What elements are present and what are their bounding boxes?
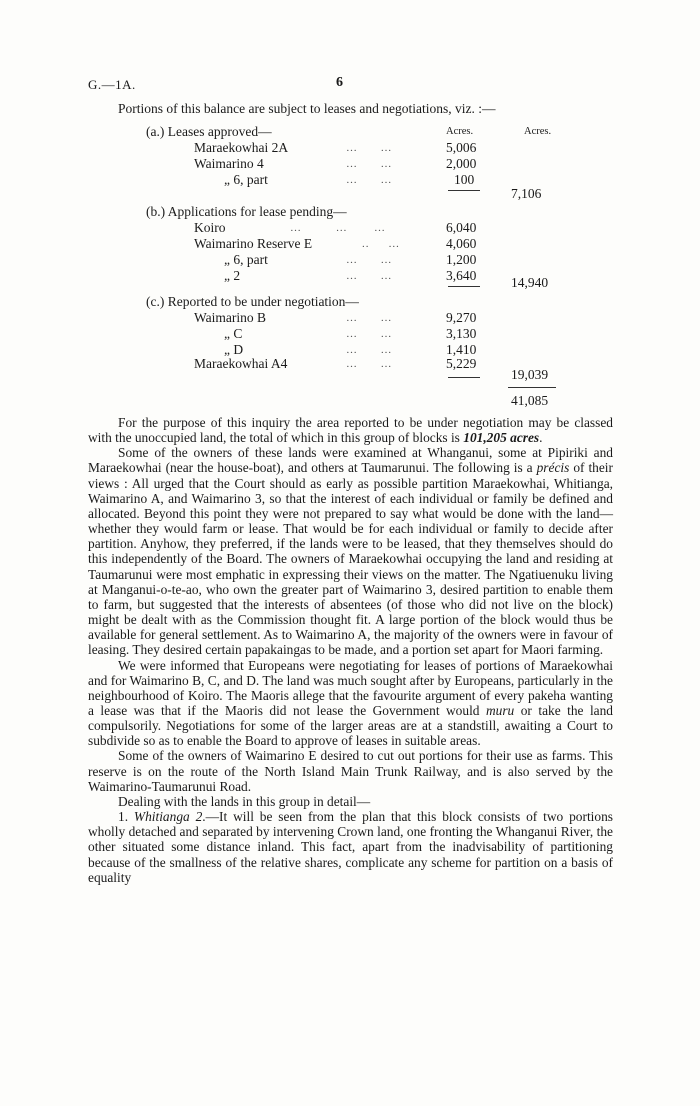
leader-dots: … … … [290,222,386,234]
section-c-total: 19,039 [511,367,549,382]
negotiation-row-acres: 5,229 [446,356,477,371]
subtotal-rule [448,377,480,378]
application-row-label: „ 2 [224,268,241,283]
subtotal-rule [448,286,480,287]
leader-dots: … … [346,344,393,356]
section-a-total: 7,106 [511,186,542,201]
application-row-acres: 3,640 [446,268,477,283]
paragraph: For the purpose of this inquiry the area reported to be under negotiation may be classed with the unoccupied land, the total of which in this group of blocks is 101,205 acres. [88,415,613,446]
lease-row-acres: 2,000 [446,156,477,171]
section-b-title: (b.) Applications for lease pending— [146,204,347,219]
paragraph: Dealing with the lands in this group in detail— [118,793,371,809]
lease-row-label: Waimarino 4 [194,156,264,171]
paragraph: We were informed that Europeans were negotiating for leases of portions of Maraekowhai and for Waimarino B, C, and D. The land was much sought after by Europeans, particularly in the neighbourhood of Koiro. The Maoris allege that the favourite argument of every pakeha wanting a lease was that if the Maoris did not lease the Government would muru or take the land compulsorily. Negotiations for some of the larger areas are at a standstill, awaiting a Court to subdivide so as to enable the Board to approve of leases in suitable areas. [88,657,614,749]
lease-row-label: „ 6, part [224,172,268,187]
leader-dots: .. … [362,238,401,250]
application-row-label: Waimarino Reserve E [194,236,313,251]
leader-dots: … … [346,328,393,340]
section-b-total: 14,940 [511,275,549,290]
grand-total: 41,085 [511,393,549,408]
body-text [88,415,613,885]
application-row-acres: 1,200 [446,252,477,267]
negotiation-row-acres: 1,410 [446,342,477,357]
application-row-label: Koiro [194,220,226,235]
leader-dots: … … [346,358,393,370]
leader-dots: … … [346,312,393,324]
application-row-label: „ 6, part [224,252,268,267]
negotiation-row-label: „ C [224,326,243,341]
section-c-title: (c.) Reported to be under negotiation— [146,294,359,309]
paragraph: 1. Whitianga 2.—It will be seen from the plan that this block consists of two portions wholly detached and separated by intervening Crown land, one fronting the Whanganui River, the other situated some distance inland. This fact, apart from the inadvisability of partitioning because of the smallness of the relative shares, complicate any scheme for partition on a basis of equality [88,809,613,885]
negotiation-row-acres: 9,270 [446,310,477,325]
leader-dots: … … [346,270,393,282]
leader-dots: … … [346,158,393,170]
acres-column-header: Acres. [446,126,474,137]
leader-dots: … … [346,142,393,154]
intro-line: Portions of this balance are subject to leases and negotiations, viz. :— [118,101,496,116]
lease-row-label: Maraekowhai 2A [194,140,289,155]
subtotal-rule [448,190,480,191]
paragraph: Some of the owners of Waimarino E desired to cut out portions for their use as farms. This reserve is on the route of the North Island Main Trunk Railway, and is also served by the Waimarino-Taumarunui Road. [88,748,613,794]
page-number: 6 [336,75,343,90]
negotiation-row-label: „ D [224,342,244,357]
lease-row-acres: 5,006 [446,140,477,155]
paragraph: Some of the owners of these lands were examined at Whanganui, some at Pipiriki and Maraekowhai (near the house-boat), and others at Taumarunui. The following is a précis of their views : All urged that the Court should as early as possible partition Maraekowhai, Whitianga, Waimarino A, and Waimarino 3, so that the interest of each individual or family be defined and allocated. Beyond this point they were not prepared to say what would be done with the land—whether they would farm or lease. That would be for each individual or family to decide after partition. Anyhow, they preferred, if the lands were to be leased, that they themselves should do this independently of the Board. The owners of Maraekowhai occupying the land and residing at Taumarunui were most emphatic in expressing their views on the matter. The Ngatiuenuku living at Manganui-o-te-ao, who own the greater part of Waimarino 3, desired partition to enable them to farm, but suggested that the interests of absentees (of those who did not live on the block) might be dealt with as the Commission thought fit. A large portion of the block would thus be available for general settlement. As to Waimarino A, the majority of the owners were in favour of leasing. They desired certain papakaingas to be made, and a portion set apart for Maori farming. [88,445,613,658]
application-row-acres: 4,060 [446,236,477,251]
negotiation-row-acres: 3,130 [446,326,477,341]
acres-total-column-header: Acres. [524,126,552,137]
lease-row-acres: 100 [454,172,475,187]
negotiation-row-label: Waimarino B [194,310,267,325]
negotiation-row-label: Maraekowhai A4 [194,356,288,371]
section-a-title: (a.) Leases approved— [146,124,272,139]
application-row-acres: 6,040 [446,220,477,235]
grand-total-rule [508,387,556,388]
document-code: G.—1A. [88,77,136,92]
leader-dots: … … [346,174,393,186]
leader-dots: … … [346,254,393,266]
